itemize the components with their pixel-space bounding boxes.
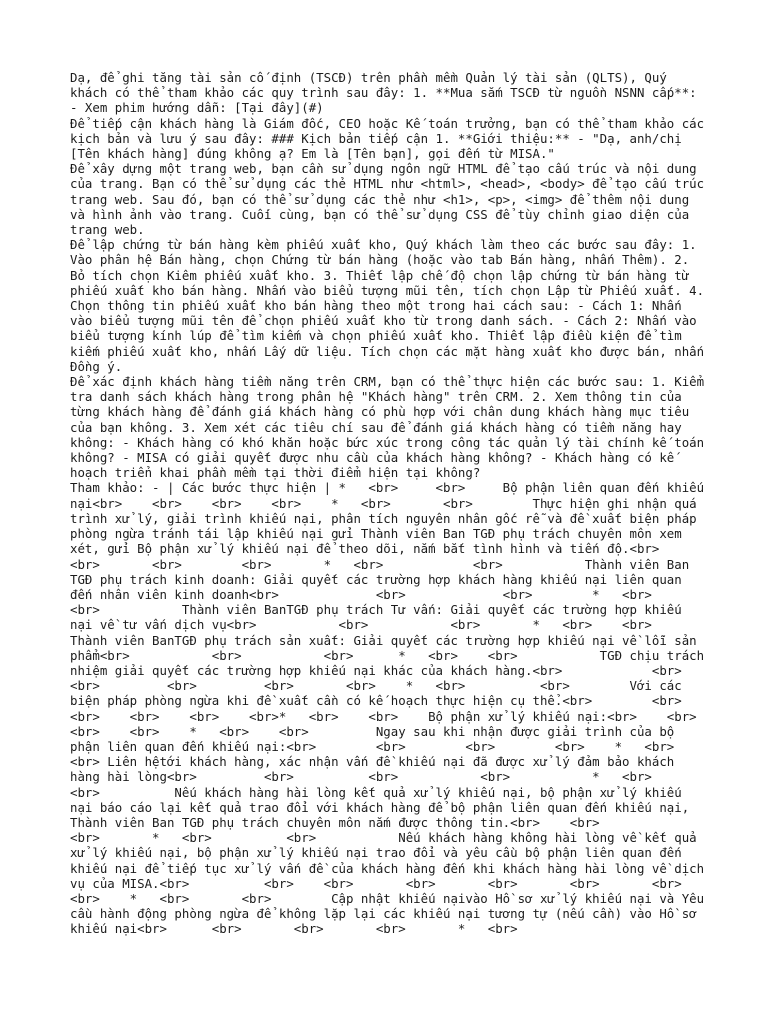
paragraph-chung-tu-ban-hang: Để lập chứng từ bán hàng kèm phiếu xuất kho, Quý khách làm theo các bước sau đây: 1. Vào phân hệ Bán hàng, chọn Chứng từ bán hàng (hoặc vào tab Bán hàng, nhấn Thêm). 2. Bỏ tích chọn Kiêm phiếu xuất kho. 3. Thiết lập chế độ chọn lập chứng từ bán hàng từ phiếu xuất kho bán hàng. Nhấn vào biểu tượng mũi tên, tích chọn Lập từ Phiếu xuất. 4. Chọn thông tin phiếu xuất kho bán hàng theo một trong hai cách sau: - Cách 1: Nhấn vào biểu tượng mũi tên để chọn phiếu xuất kho từ trong danh sách. - Cách 2: Nhấn vào biểu tượng kính lúp để tìm kiếm và chọn phiếu xuất kho. Thiết lập điều kiện để tìm kiếm phiếu xuất kho, nhấn Lấy dữ liệu. Tích chọn các mặt hàng xuất kho được bán, nhấn Đồng ý. [70,237,712,374]
document-body [70,70,757,937]
paragraph-xay-dung-trang-web: Để xây dựng một trang web, bạn cần sử dụng ngôn ngữ HTML để tạo cấu trúc và nội dung của trang. Bạn có thể sử dụng các thẻ HTML như <html>, <head>, <body> để tạo cấu trúc trang web. Sau đó, bạn có thể sử dụng các thẻ như <h1>, <p>, <img> để thêm nội dung và hình ảnh vào trang. Cuối cùng, bạn có thể sử dụng CSS để tùy chỉnh giao diện của trang web. [70,161,712,238]
paragraph-khach-hang-tiem-nang: Để xác định khách hàng tiềm năng trên CRM, bạn có thể thực hiện các bước sau: 1. Kiểm tra danh sách khách hàng trong phân hệ "Khách hàng" trên CRM. 2. Xem thông tin của từng khách hàng để đánh giá khách hàng có phù hợp với chân dung khách hàng mục tiêu của bạn không. 3. Xem xét các tiêu chí sau để đánh giá khách hàng có tiềm năng hay không: - Khách hàng có khó khăn hoặc bức xúc trong công tác quản lý tài chính kế toán không? - MISA có giải quyết được nhu cầu của khách hàng không? - Khách hàng có kế hoạch triển khai phần mềm tại thời điểm hiện tại không? [70,374,712,481]
paragraph-tscd: Dạ, để ghi tăng tài sản cố định (TSCĐ) trên phần mềm Quản lý tài sản (QLTS), Quý khách có thể tham khảo các quy trình sau đây: 1. **Mua sắm TSCĐ từ nguồn NSNN cấp**: - Xem phim hướng dẫn: [Tại đây](#) [70,70,705,116]
paragraph-quy-trinh-khieu-nai: Tham khảo: - | Các bước thực hiện | * <br> <br> Bộ phận liên quan đến khiếu nại<br> <br> <br> <br> * <br> <br> Thực hiện ghi nhận quá trình xử lý, giải trình khiếu nại, phân tích nguyên nhân gốc rễ và đề xuất biện pháp phòng ngừa tránh tái lập khiếu nại gửi Thành viên Ban TGĐ phụ trách chuyên môn xem xét, gửi Bộ phận xử lý khiếu nại để theo dõi, nắm bắt tình hình và tiến độ.<br> <br> <br> <br> * <br> <br> Thành viên Ban TGĐ phụ trách kinh doanh: Giải quyết các trường hợp khách hàng khiếu nại liên quan đến nhân viên kinh doanh<br> <br> <br> * <br> <br> Thành viên BanTGĐ phụ trách Tư vấn: Giải quyết các trường hợp khiếu nại về tư vấn dịch vụ<br> <br> <br> * <br> <br> Thành viên BanTGĐ phụ trách sản xuất: Giải quyết các trường hợp khiếu nại về lỗi sản phẩm<br> <br> <br> * <br> <br> TGĐ chịu trách nhiệm giải quyết các trường hợp khiếu nại khác của khách hàng.<br> <br> <br> <br> <br> <br> * <br> <br> Với các biện pháp phòng ngừa khi đề xuất cần có kế hoạch thực hiện cụ thể.<br> <br> <br> <br> <br> <br>* <br> <br> Bộ phận xử lý khiếu nại:<br> <br> <br> <br> * <br> <br> Ngay sau khi nhận được giải trình của bộ phận liên quan đến khiếu nại:<br> <br> <br> <br> * <br> <br> Liên hệtới khách hàng, xác nhận vấn đề khiếu nại đã được xử lý đảm bảo khách hàng hài lòng<br> <br> <br> <br> * <br> <br> Nếu khách hàng hài lòng kết quả xử lý khiếu nại, bộ phận xử lý khiếu nại báo cáo lại kết quả trao đổi với khách hàng để bộ phận liên quan đến khiếu nại, Thành viên Ban TGĐ phụ trách chuyên môn nắm được thông tin.<br> <br> <br> * <br> <br> Nếu khách hàng không hài lòng về kết quả xử lý khiếu nại, bộ phận xử lý khiếu nại trao đổi và yêu cầu bộ phận liên quan đến khiếu nại để tiếp tục xử lý vấn đề của khách hàng đến khi khách hàng hài lòng về dịch vụ của MISA.<br> <br> <br> <br> <br> <br> <br> <br> * <br> <br> Cập nhật khiếu nạivào Hồ sơ xử lý khiếu nại và Yêu cầu hành động phòng ngừa để không lặp lại các khiếu nại tương tự (nếu cần) vào Hồ sơ khiếu nại<br> <br> <br> <br> * <br> [70,480,757,937]
paragraph-tiep-can-khach-hang: Để tiếp cận khách hàng là Giám đốc, CEO hoặc Kế toán trưởng, bạn có thể tham khảo các kịch bản và lưu ý sau đây: ### Kịch bản tiếp cận 1. **Giới thiệu:** - "Dạ, anh/chị [Tên khách hàng] đúng không ạ? Em là [Tên bạn], gọi đến từ MISA." [70,115,712,162]
